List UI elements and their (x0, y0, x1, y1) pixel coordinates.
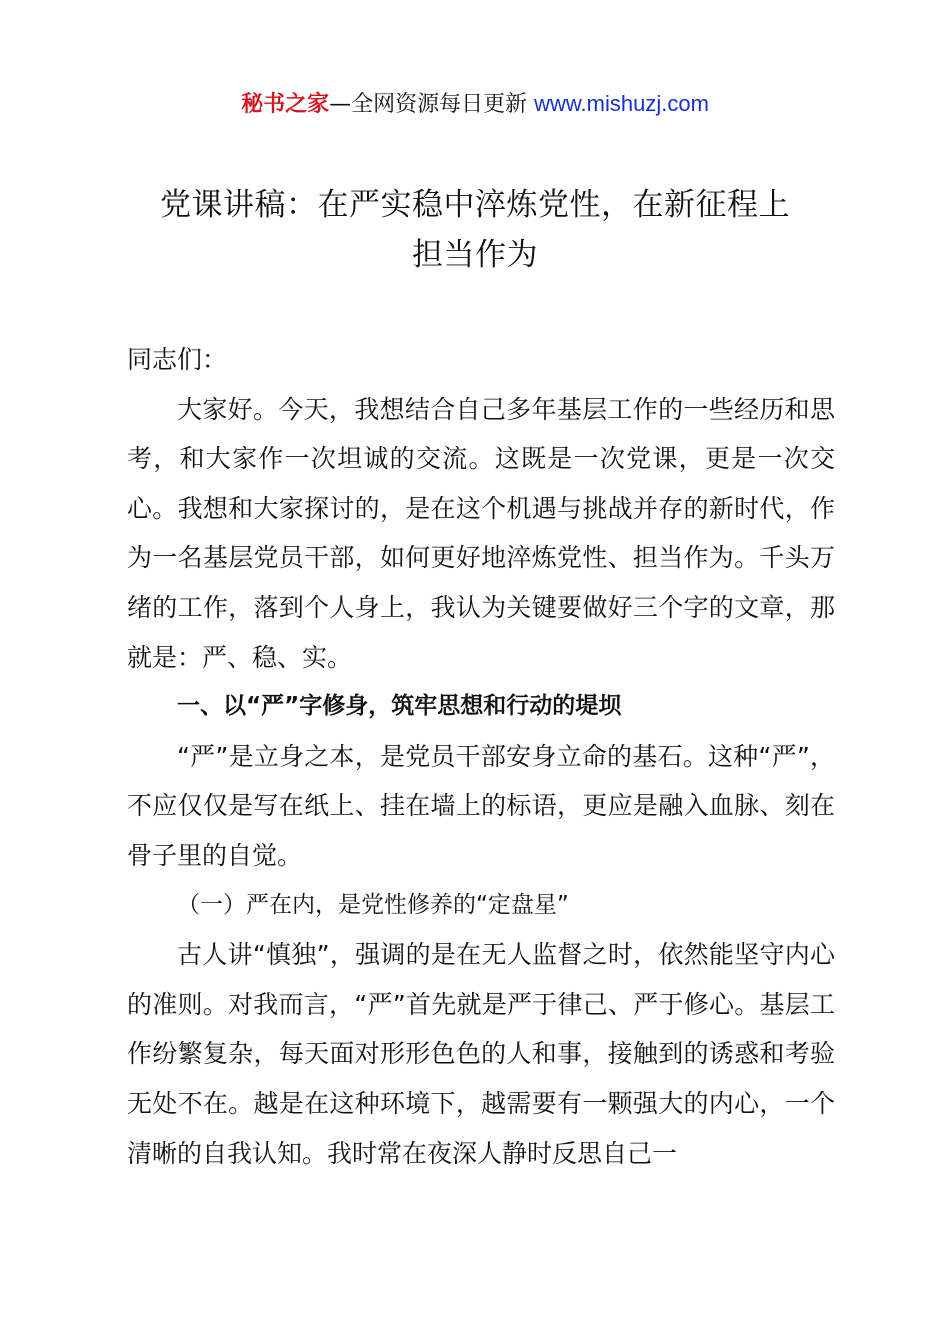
paragraph-self-discipline: 古人讲“慎独”，强调的是在无人监督之时，依然能坚守内心的准则。对我而言，“严”首先就是严于律己、严于修心。基层工作纷繁复杂，每天面对形形色色的人和事，接触到的诱惑和考验无处不在。越是在这种环境下，越需要有一颗强大的内心，一个清晰的自我认知。我时常在夜深人静时反思自己一 (127, 940, 835, 1168)
salutation: 同志们： (127, 345, 228, 374)
site-header (0, 88, 950, 121)
paragraph-strict: “严”是立身之本，是党员干部安身立命的基石。这种“严”，不应仅仅是写在纸上、挂在墙上的标语，更应是融入血脉、刻在骨子里的自觉。 (127, 741, 835, 870)
section-heading-1: 一、以“严”字修身，筑牢思想和行动的堤坝 (177, 693, 622, 720)
title-line-2: 担当作为 (412, 237, 538, 273)
document-body (127, 335, 835, 1178)
paragraph-intro: 大家好。今天，我想结合自己多年基层工作的一些经历和思考，和大家作一次坦诚的交流。这既是一次党课，更是一次交心。我想和大家探讨的，是在这个机遇与挑战并存的新时代，作为一名基层党员干部，如何更好地淬炼党性、担当作为。千头万绪的工作，落到个人身上，我认为关键要做好三个字的文章，那就是：严、稳、实。 (127, 394, 835, 672)
subsection-heading-1: （一）严在内，是党性修养的“定盘星” (177, 891, 569, 918)
brand-name: 秘书之家 (241, 92, 330, 117)
header-tagline: —全网资源每日更新 (329, 92, 535, 117)
site-url-link[interactable]: www.mishuzj.com (534, 91, 709, 116)
title-line-1: 党课讲稿：在严实稳中淬炼党性，在新征程上 (160, 187, 790, 223)
document-title (115, 180, 835, 280)
